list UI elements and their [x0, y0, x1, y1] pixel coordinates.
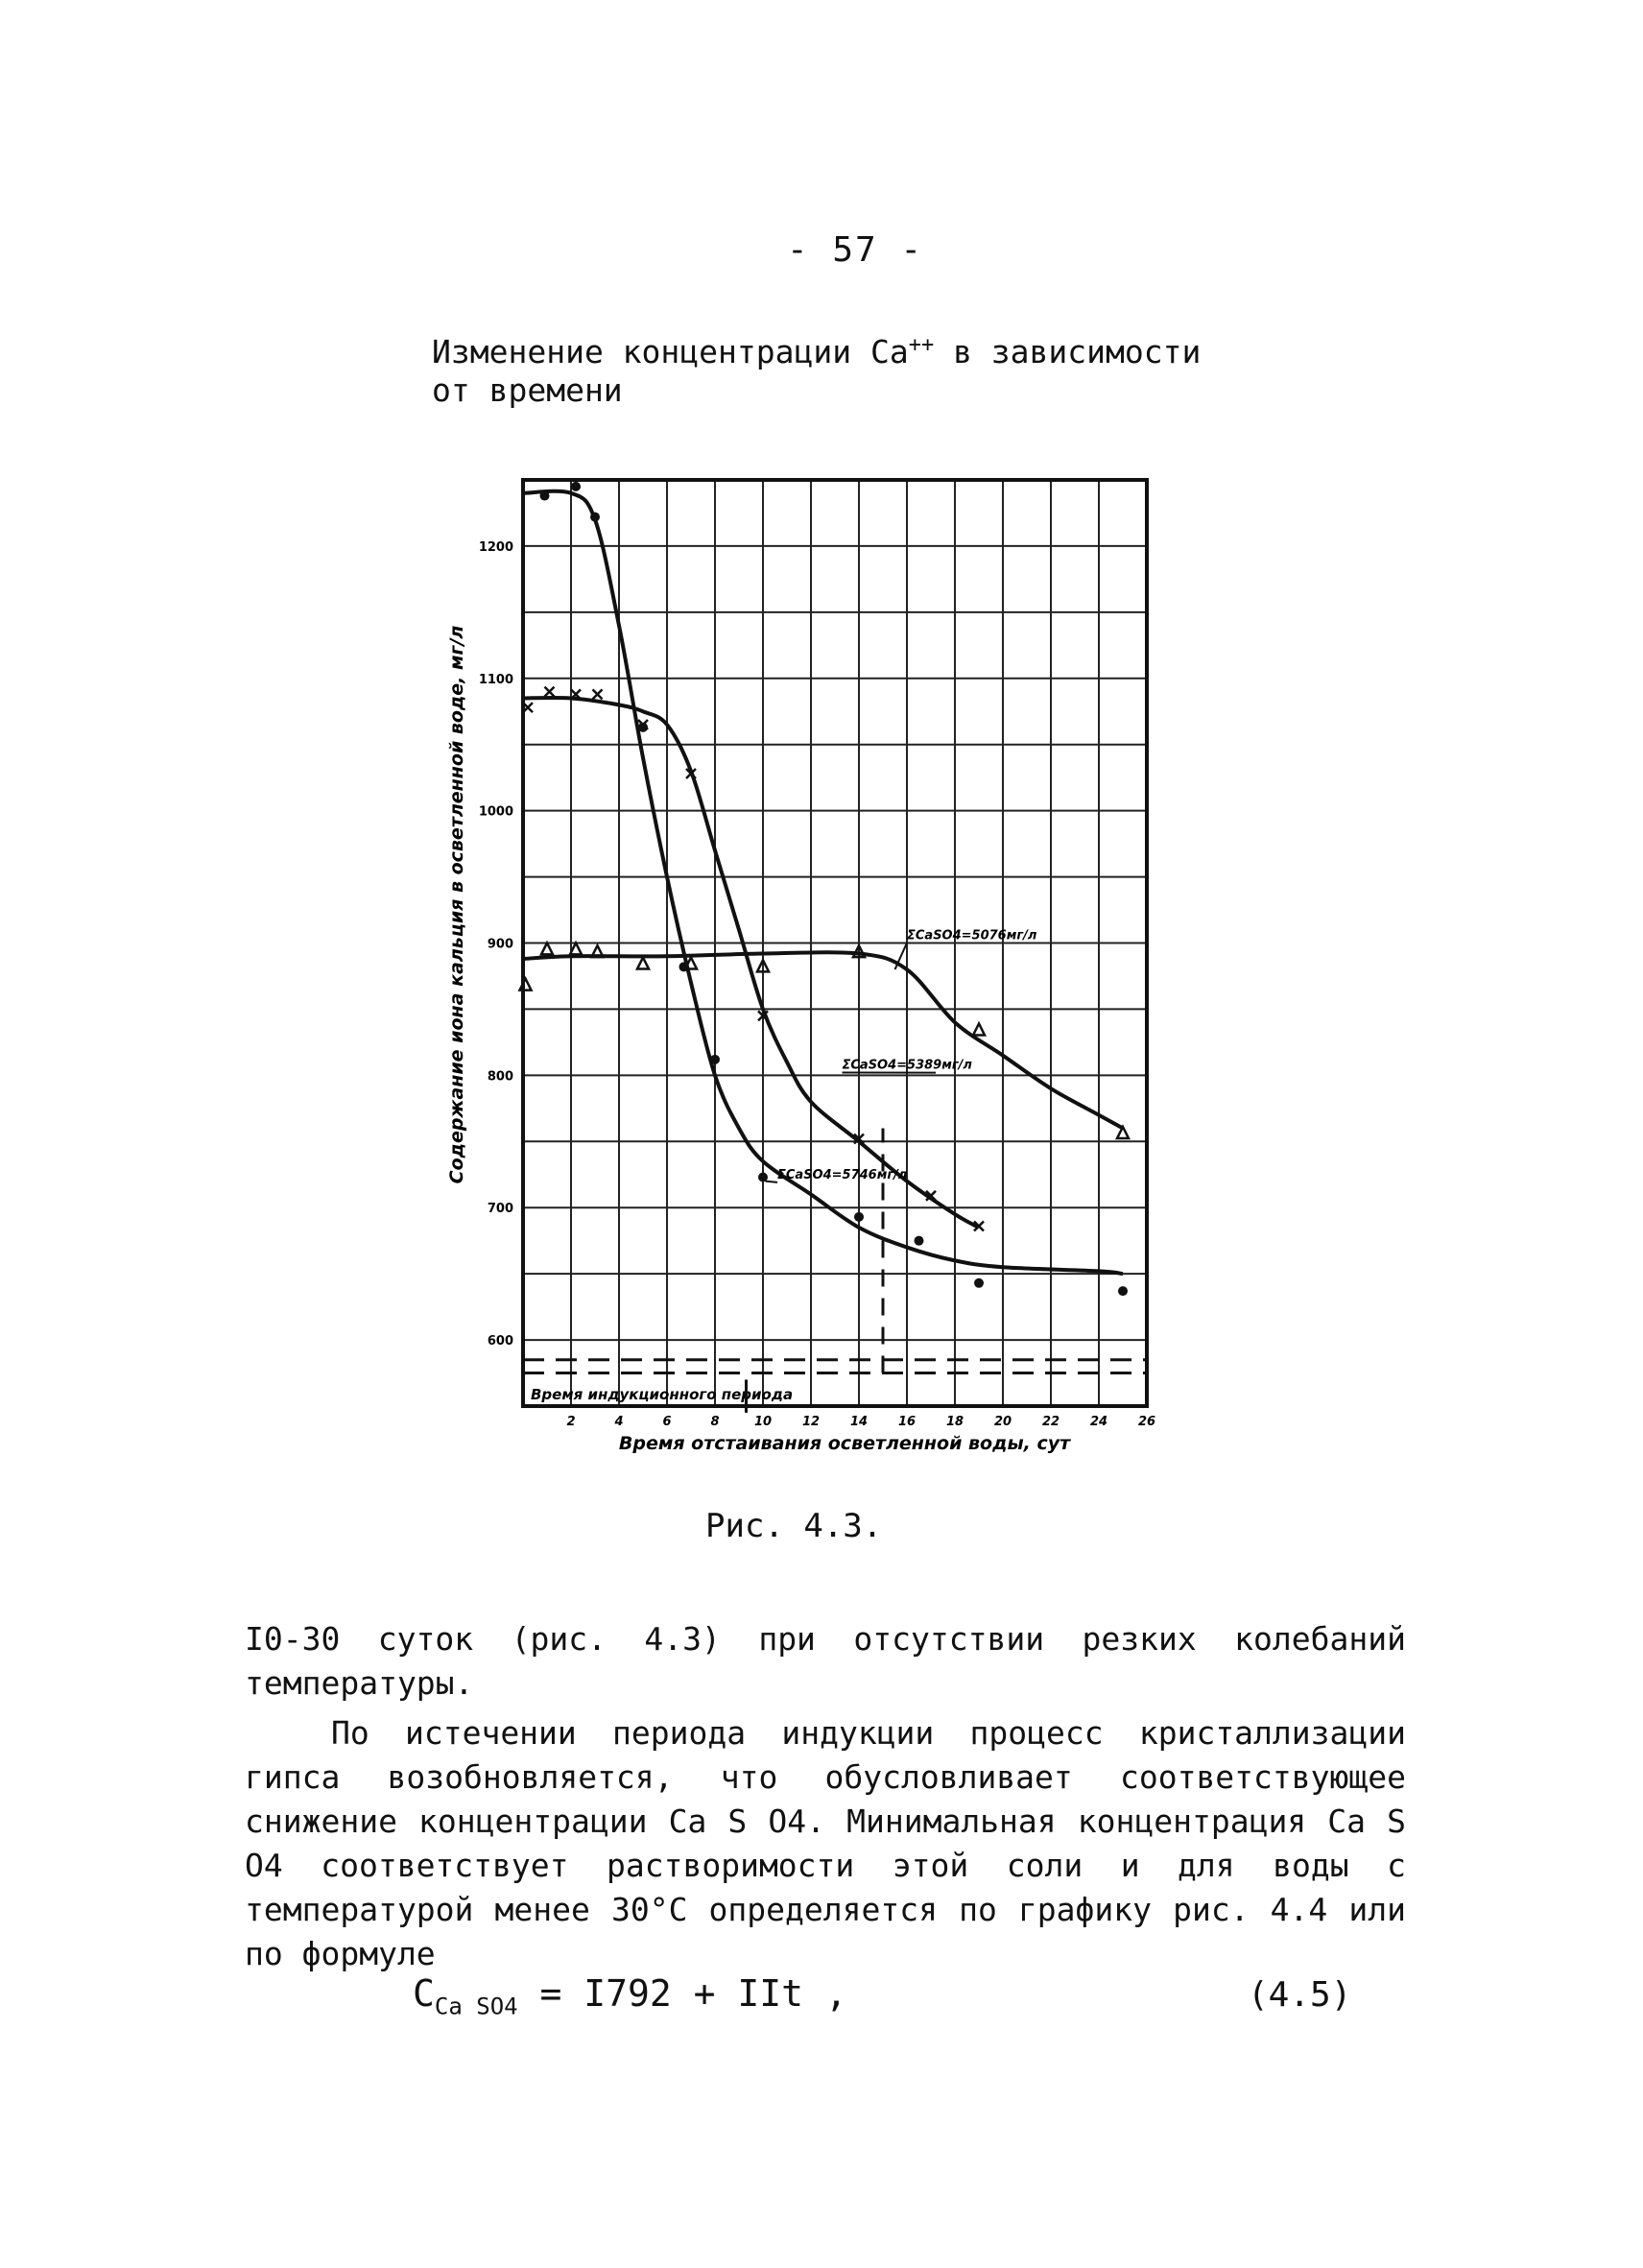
data-point-dot — [974, 1278, 984, 1288]
x-tick-label: 6 — [662, 1415, 672, 1429]
data-point-dot — [854, 1212, 864, 1222]
series-annotation-1: ΣCaSO4=5746мг/л — [777, 1167, 908, 1182]
formula-number: (4.5) — [1248, 1975, 1352, 2015]
x-tick-label: 10 — [753, 1415, 773, 1429]
y-tick-label: 900 — [487, 937, 513, 952]
x-tick-label: 14 — [849, 1415, 869, 1429]
formula-subscript: Ca SO4 — [434, 1993, 518, 2020]
figure-title — [432, 326, 1296, 410]
x-tick-label: 24 — [1089, 1415, 1108, 1429]
y-tick-label: 1200 — [478, 539, 513, 555]
figure-title-part2: в зависимости — [934, 333, 1202, 370]
formula — [413, 1972, 847, 2020]
formula-lhs: C — [413, 1972, 435, 2015]
y-tick-label: 600 — [487, 1334, 513, 1349]
x-tick-label: 4 — [614, 1415, 624, 1429]
data-point-cross — [593, 689, 603, 699]
y-tick-label: 1100 — [478, 672, 513, 687]
data-point-cross — [545, 687, 555, 697]
x-axis-label: Время отстаивания осветленной воды, сут — [618, 1433, 1071, 1454]
data-point-triangle — [1117, 1127, 1129, 1138]
figure-title-line2: от времени — [432, 371, 623, 409]
body-text — [245, 1617, 1406, 1976]
x-tick-label: 18 — [945, 1415, 964, 1429]
y-axis-label: Содержание иона кальция в осветленной воде, мг/л — [446, 625, 467, 1184]
x-tick-label: 8 — [710, 1415, 720, 1429]
page-number: - 57 - — [787, 230, 924, 270]
y-tick-label: 800 — [487, 1069, 513, 1085]
data-point-dot — [1118, 1286, 1128, 1296]
data-point-dot — [710, 1055, 720, 1064]
data-point-triangle — [637, 958, 649, 969]
formula-rhs: = I792 + IIt , — [517, 1972, 847, 2015]
data-point-dot — [915, 1236, 924, 1246]
paragraph-2: По истечении периода индукции процесс кристаллизации гипса возобновляется, что обусловливает соответствующее снижение концентрации Ca S O4. Минимальная концентрация Ca S O4 соответствует растворимости этой соли и для воды с температурой менее 30°C определяется по графику рис. 4.4 или по формуле — [245, 1714, 1406, 1972]
induction-period-label: Время индукционного периода — [531, 1386, 794, 1404]
series-annotation-3: ΣCaSO4=5076мг/л — [907, 928, 1037, 943]
data-point-dot — [540, 491, 550, 501]
x-tick-label: 2 — [566, 1415, 576, 1429]
data-point-dot — [571, 482, 581, 491]
series-line-1 — [523, 491, 1123, 1274]
x-tick-label: 16 — [897, 1415, 917, 1429]
paragraph-1: I0-30 суток (рис. 4.3) при отсутствии резких колебаний температуры. — [245, 1620, 1406, 1702]
x-tick-label: 22 — [1041, 1415, 1060, 1429]
x-tick-label: 20 — [993, 1415, 1012, 1429]
concentration-chart — [422, 461, 1209, 1497]
y-tick-label: 700 — [487, 1202, 513, 1217]
series-line-3 — [523, 952, 1123, 1128]
figure-title-part1: Изменение концентрации Ca — [432, 333, 909, 370]
x-tick-label: 12 — [801, 1415, 821, 1429]
data-point-triangle — [973, 1023, 985, 1035]
figure-label: Рис. 4.3. — [705, 1507, 883, 1545]
y-tick-label: 1000 — [478, 804, 513, 820]
data-point-triangle — [541, 943, 553, 954]
data-point-dot — [590, 513, 600, 522]
series-annotation-2: ΣCaSO4=5389мг/л — [842, 1058, 972, 1073]
figure-title-superscript: ++ — [908, 333, 935, 357]
x-tick-label: 26 — [1137, 1415, 1156, 1429]
